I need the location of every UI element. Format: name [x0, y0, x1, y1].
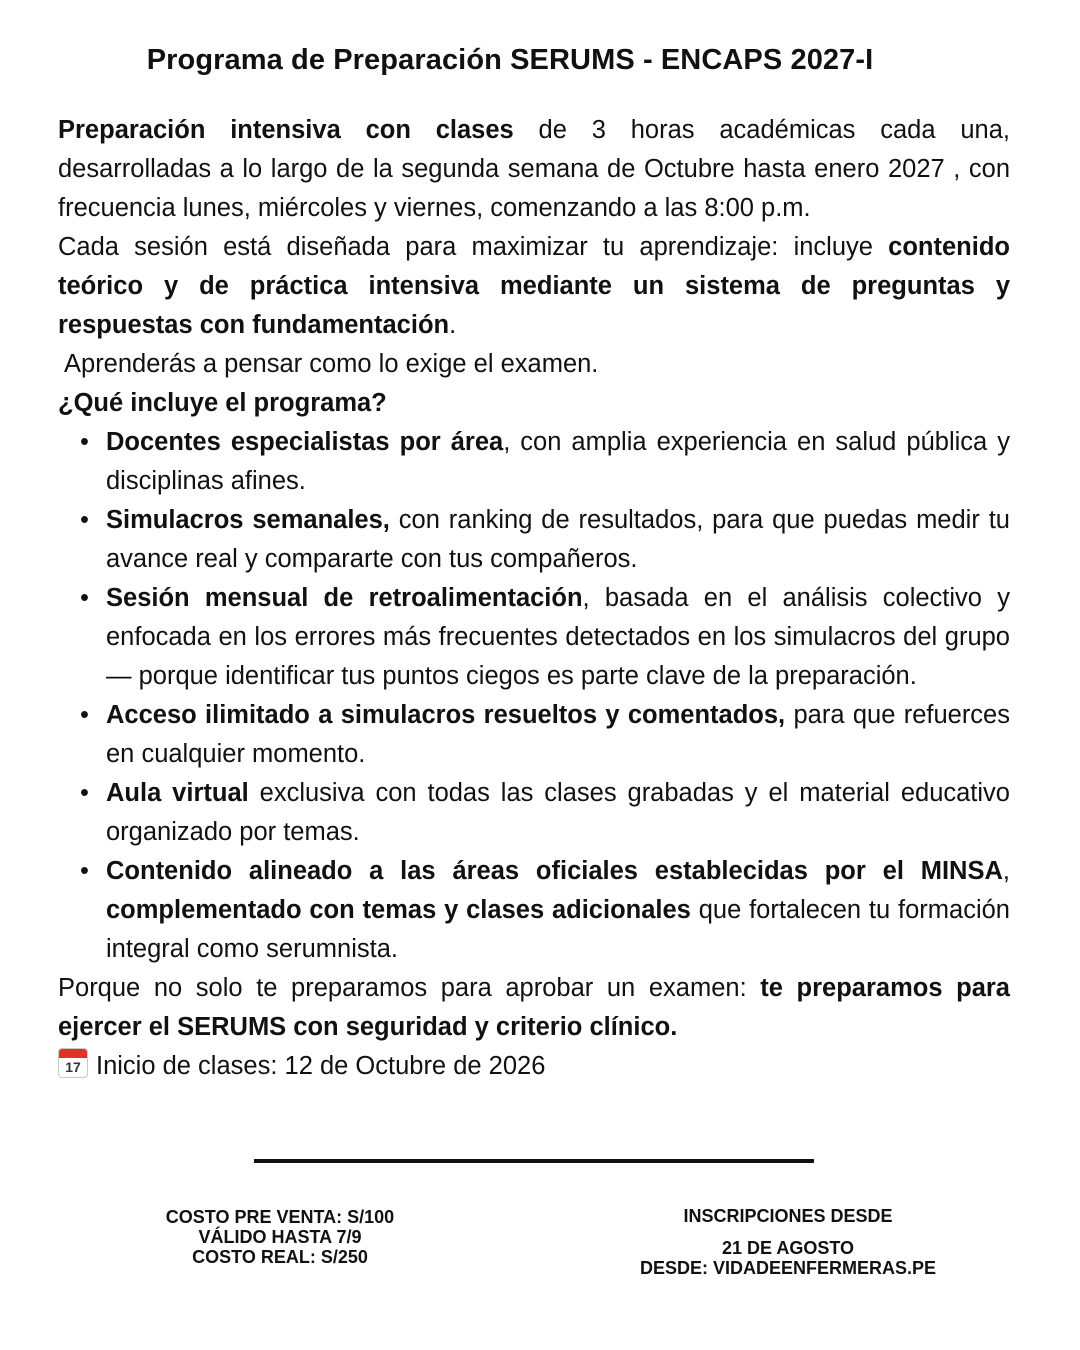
registration-date: 21 DE AGOSTO [721, 1238, 855, 1258]
item-bold: Docentes especialistas por área [106, 428, 504, 456]
list-item [58, 696, 1010, 774]
registration-info [598, 1206, 978, 1278]
list-item [58, 423, 1010, 501]
bullet-icon: • [80, 428, 89, 456]
bullet-icon: • [80, 857, 89, 885]
item-bold-2: complementado con temas y clases adicionales [106, 896, 691, 924]
includes-heading-text: ¿Qué incluye el programa? [58, 389, 387, 417]
bullet-icon: • [80, 701, 89, 729]
main-content [58, 111, 1010, 1086]
bullet-icon: • [80, 506, 89, 534]
divider [254, 1159, 814, 1163]
includes-list [58, 423, 1010, 969]
list-item [58, 774, 1010, 852]
item-bold: Contenido alineado a las áreas oficiales establecidas por el MINSA [106, 857, 1003, 885]
closing-bold: te preparamos para ejercer el SERUMS con seguridad y criterio clínico. [58, 974, 1010, 1041]
closing-text: Porque no solo te preparamos para aprobar un examen: [58, 974, 761, 1002]
item-text: , [1002, 857, 1010, 885]
includes-heading [58, 384, 1010, 423]
closing-paragraph [58, 969, 1010, 1047]
start-date-line [58, 1047, 1010, 1086]
page-title: Programa de Preparación SERUMS - ENCAPS 2027-I [146, 44, 874, 76]
item-text-2: que fortalecen tu formación integral como serumnista. [106, 896, 1010, 963]
presale-price: COSTO PRE VENTA: S/100 [165, 1207, 395, 1227]
bullet-icon: • [80, 779, 89, 807]
item-bold: Acceso ilimitado a simulacros resueltos y comentados, [106, 701, 786, 729]
list-item [58, 501, 1010, 579]
list-item [58, 852, 1010, 969]
item-bold: Aula virtual [106, 779, 249, 807]
session-bold: contenido teórico y de práctica intensiva mediante un sistema de preguntas y respuestas con fundamentación [58, 233, 1010, 339]
start-date-text: Inicio de clases: 12 de Octubre de 2026 [96, 1052, 546, 1080]
intro-text: de 3 horas académicas cada una, desarrolladas a lo largo de la segunda semana de Octubre hasta enero 2027 , con frecuencia lunes, miércoles y viernes, comenzando a las 8:00 p.m. [58, 116, 1010, 222]
session-paragraph [58, 228, 1010, 345]
spacer [598, 1226, 978, 1238]
item-text: para que refuerces en cualquier momento. [106, 701, 1010, 768]
item-text: , basada en el análisis colectivo y enfocada en los errores más frecuentes detectados en los simulacros del grupo — porque identificar tus puntos ciegos es parte clave de la preparación. [106, 584, 1010, 690]
real-price: COSTO REAL: S/250 [192, 1247, 368, 1267]
intro-bold: Preparación intensiva con clases [58, 116, 514, 144]
item-text: con ranking de resultados, para que puedas medir tu avance real y compararte con tus compañeros. [106, 506, 1010, 573]
item-text: , con amplia experiencia en salud pública y disciplinas afines. [106, 428, 1010, 495]
session-end: . [449, 311, 457, 339]
calendar-icon [58, 1048, 88, 1078]
calendar-icon-header [59, 1049, 87, 1058]
price-info [140, 1207, 420, 1267]
item-bold: Simulacros semanales, [106, 506, 390, 534]
calendar-icon-day: 17 [65, 1059, 81, 1075]
intro-paragraph [58, 111, 1010, 228]
list-item [58, 579, 1010, 696]
item-bold: Sesión mensual de retroalimentación [106, 584, 583, 612]
session-text: Cada sesión está diseñada para maximizar tu aprendizaje: incluye [58, 233, 889, 261]
learn-line: Aprenderás a pensar como lo exige el examen. [64, 350, 599, 378]
valid-until: VÁLIDO HASTA 7/9 [198, 1227, 362, 1247]
registration-heading: INSCRIPCIONES DESDE [683, 1206, 893, 1226]
registration-site: DESDE: VIDADEENFERMERAS.PE [639, 1258, 937, 1278]
item-text: exclusiva con todas las clases grabadas y el material educativo organizado por temas. [106, 779, 1010, 846]
bullet-icon: • [80, 584, 89, 612]
